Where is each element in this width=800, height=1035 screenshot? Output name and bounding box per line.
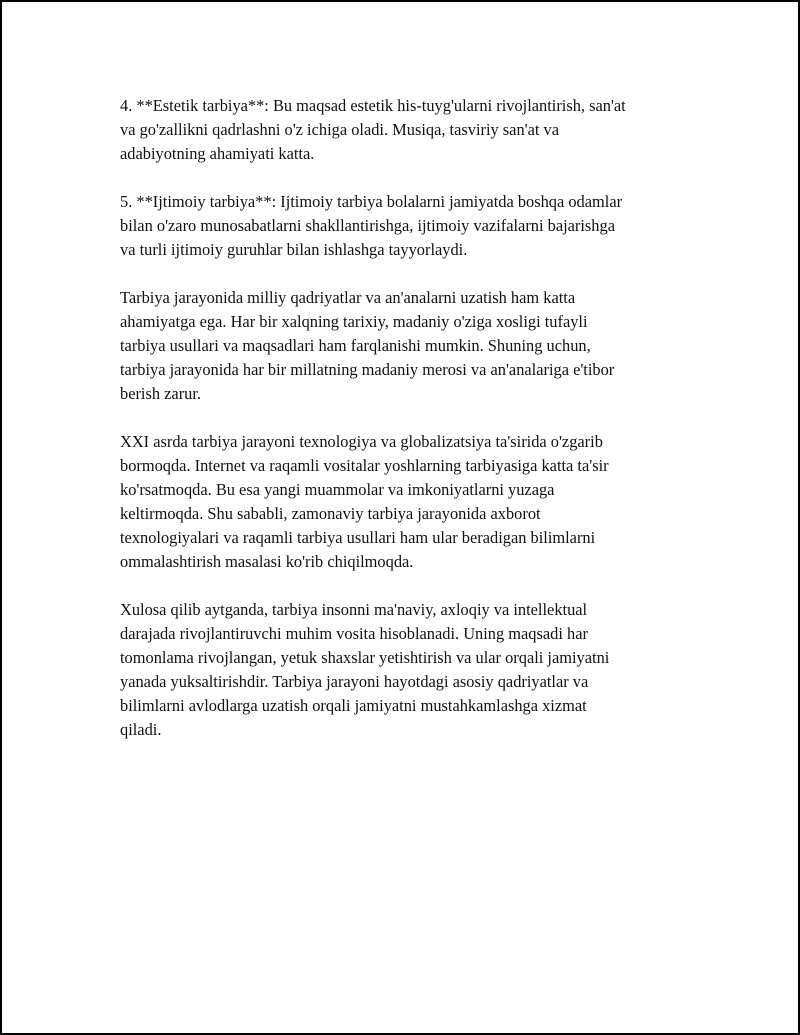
paragraph-national-values bbox=[120, 286, 700, 406]
paragraph-aesthetic-education bbox=[120, 94, 700, 166]
text-line: tarbiya usullari va maqsadlari ham farqlanishi mumkin. Shuning uchun, bbox=[120, 336, 591, 355]
text-line: bilimlarni avlodlarga uzatish orqali jamiyatni mustahkamlashga xizmat bbox=[120, 696, 587, 715]
text-line: 4. **Estetik tarbiya**: Bu maqsad estetik his-tuyg'ularni rivojlantirish, san'at bbox=[120, 96, 626, 115]
text-line: darajada rivojlantiruvchi muhim vosita hisoblanadi. Uning maqsadi har bbox=[120, 624, 588, 643]
text-line: texnologiyalari va raqamli tarbiya usullari ham ular beradigan bilimlarni bbox=[120, 528, 596, 547]
text-line: adabiyotning ahamiyati katta. bbox=[120, 144, 315, 163]
paragraph-21st-century bbox=[120, 430, 700, 574]
text-line: va go'zallikni qadrlashni o'z ichiga oladi. Musiqa, tasviriy san'at va bbox=[120, 120, 560, 139]
text-line: bilan o'zaro munosabatlarni shakllantirishga, ijtimoiy vazifalarni bajarishga bbox=[120, 216, 615, 235]
text-line: ahamiyatga ega. Har bir xalqning tarixiy, madaniy o'ziga xosligi tufayli bbox=[120, 312, 588, 331]
document-body bbox=[120, 94, 700, 766]
text-line: 5. **Ijtimoiy tarbiya**: Ijtimoiy tarbiya bolalarni jamiyatda boshqa odamlar bbox=[120, 192, 623, 211]
text-line: XXI asrda tarbiya jarayoni texnologiya va globalizatsiya ta'sirida o'zgarib bbox=[120, 432, 603, 451]
text-line: keltirmoqda. Shu sababli, zamonaviy tarbiya jarayonida axborot bbox=[120, 504, 541, 523]
text-line: Xulosa qilib aytganda, tarbiya insonni ma'naviy, axloqiy va intellektual bbox=[120, 600, 588, 619]
text-line: qiladi. bbox=[120, 720, 162, 739]
text-line: ommalashtirish masalasi ko'rib chiqilmoqda. bbox=[120, 552, 414, 571]
text-line: tomonlama rivojlangan, yetuk shaxslar yetishtirish va ular orqali jamiyatni bbox=[120, 648, 610, 667]
text-line: berish zarur. bbox=[120, 384, 202, 403]
text-line: Tarbiya jarayonida milliy qadriyatlar va an'analarni uzatish ham katta bbox=[120, 288, 576, 307]
text-line: yanada yuksaltirishdir. Tarbiya jarayoni hayotdagi asosiy qadriyatlar va bbox=[120, 672, 589, 691]
paragraph-social-education bbox=[120, 190, 700, 262]
text-line: va turli ijtimoiy guruhlar bilan ishlashga tayyorlaydi. bbox=[120, 240, 468, 259]
text-line: tarbiya jarayonida har bir millatning madaniy merosi va an'analariga e'tibor bbox=[120, 360, 615, 379]
text-line: ko'rsatmoqda. Bu esa yangi muammolar va imkoniyatlarni yuzaga bbox=[120, 480, 555, 499]
text-line: bormoqda. Internet va raqamli vositalar yoshlarning tarbiyasiga katta ta'sir bbox=[120, 456, 609, 475]
paragraph-conclusion bbox=[120, 598, 700, 742]
